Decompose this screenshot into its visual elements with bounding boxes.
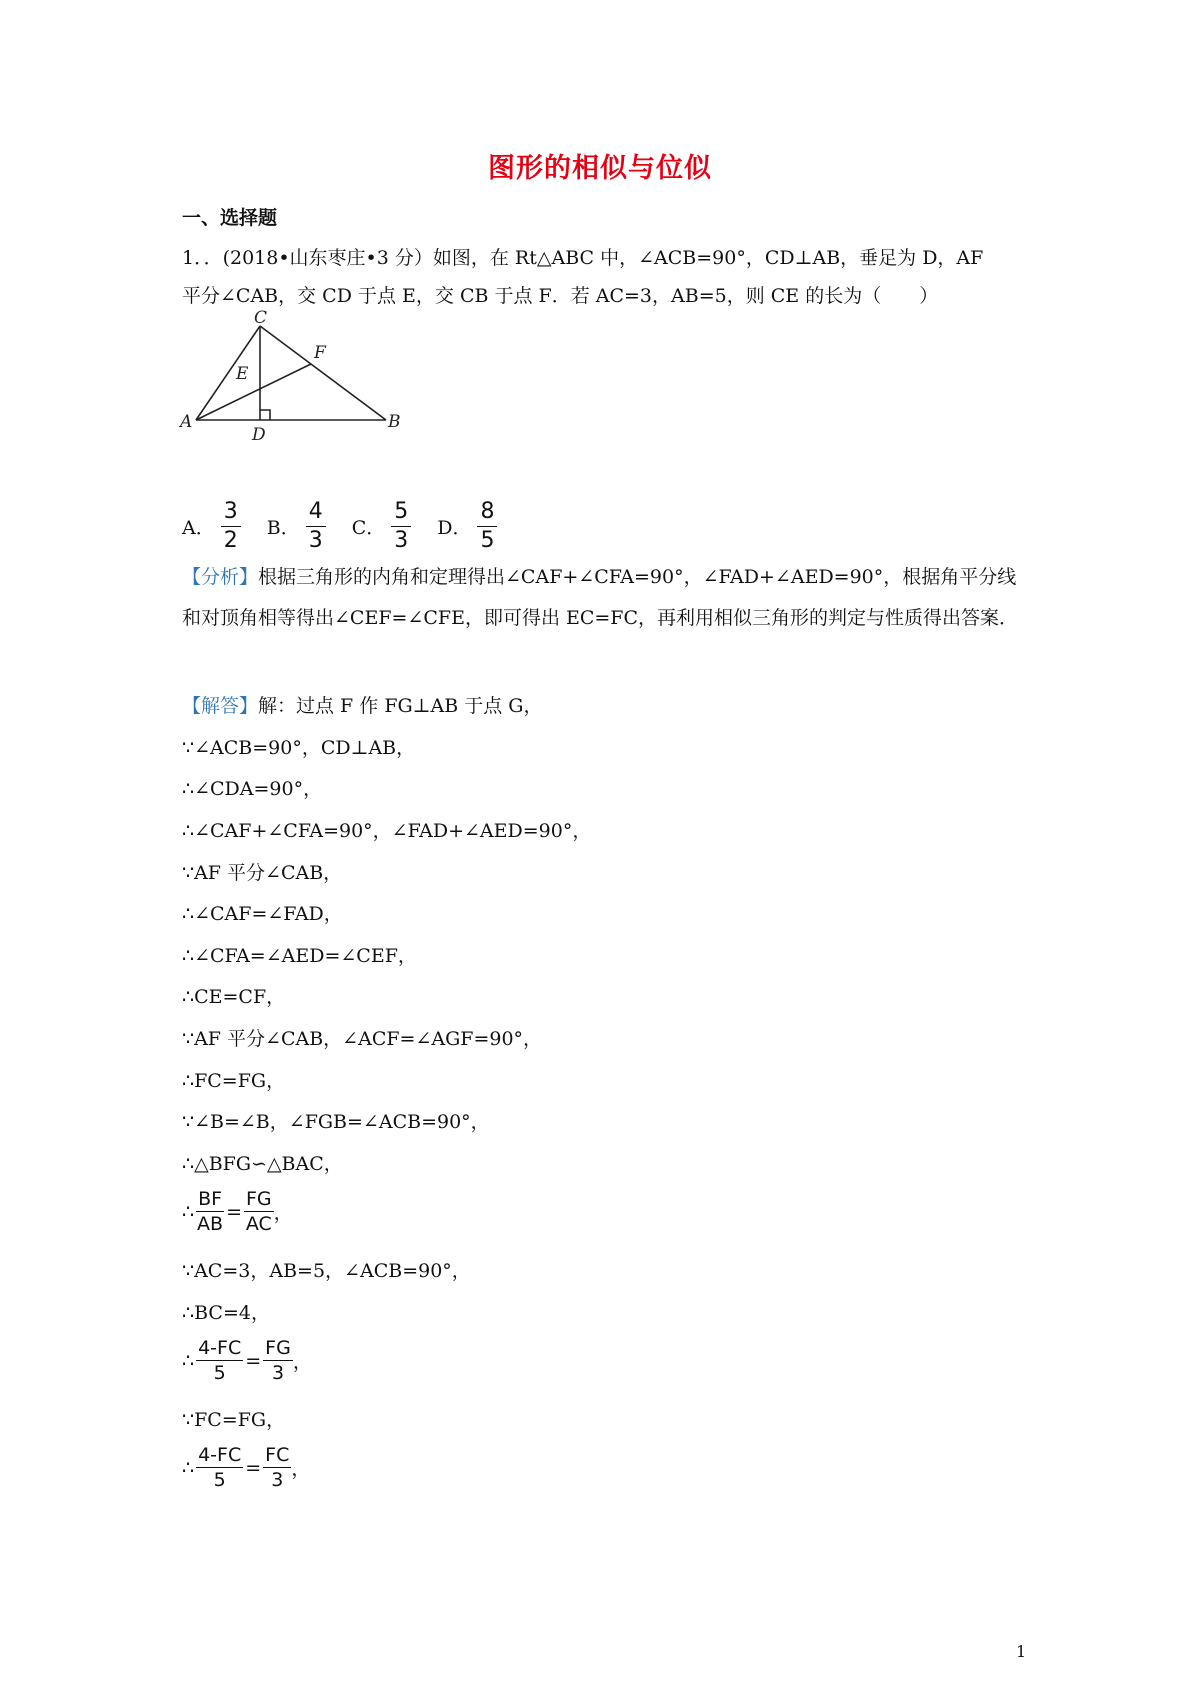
solution-step: ∴BC=4， (182, 1302, 270, 1324)
option-b[interactable]: B． $\frac{4}{3}$ (267, 500, 326, 553)
question-line-1: 1．．(2018•山东枣庄•3 分）如图，在 Rt△ABC 中，∠ACB=90°，CD⊥AB，垂足为 D，AF (182, 247, 984, 269)
label-d: D (252, 425, 266, 445)
answer-options (182, 496, 523, 556)
fraction: $\frac{4-FC}{5}$ (198, 1337, 242, 1384)
section-heading: 一、选择题 (182, 207, 278, 229)
fraction: $\frac{FG}{AC}$ (245, 1188, 272, 1235)
page-title: 图形的相似与位似 (488, 153, 712, 184)
option-a[interactable]: A． $\frac{3}{2}$ (182, 500, 241, 553)
solution-intro-line (182, 693, 543, 719)
label-f: F (314, 343, 326, 363)
fraction: $\frac{4-FC}{5}$ (198, 1444, 242, 1491)
fraction-equation-2: ∴ $\frac{4-FC}{5}$ = $\frac{FG}{3}$ ， (182, 1337, 312, 1384)
label-b: B (388, 412, 401, 432)
fraction: $\frac{FG}{3}$ (265, 1337, 291, 1384)
option-c[interactable]: C． $\frac{5}{3}$ (352, 500, 412, 553)
triangle-diagram (180, 308, 440, 470)
solution-step: ∴∠CDA=90°， (182, 778, 323, 800)
solution-step: ∵AF 平分∠CAB，∠ACF=∠AGF=90°， (182, 1028, 543, 1050)
solution-step: ∴∠CAF=∠FAD， (182, 903, 343, 925)
fraction-equation-1: ∴ $\frac{BF}{AB}$ = $\frac{FG}{AC}$ ， (182, 1188, 293, 1235)
solution-step: ∵∠B=∠B，∠FGB=∠ACB=90°， (182, 1111, 490, 1133)
solution-step: ∴CE=CF， (182, 986, 286, 1008)
analysis-paragraph (182, 557, 1028, 639)
solution-step: ∵AF 平分∠CAB， (182, 862, 343, 884)
question-line-2: 平分∠CAB，交 CD 于点 E，交 CB 于点 F．若 AC=3，AB=5，则 CE 的长为（ ） (182, 285, 939, 307)
right-angle-mark (260, 410, 270, 420)
analysis-text: 根据三角形的内角和定理得出∠CAF+∠CFA=90°，∠FAD+∠AED=90°，根据角平分线和对顶角相等得出∠CEF=∠CFE，即可得出 EC=FC，再利用相似三角形的判定与性质得出答案． (182, 566, 1019, 629)
solution-step: ∴FC=FG， (182, 1070, 286, 1092)
segment-ac (196, 326, 260, 420)
fraction: $\frac{BF}{AB}$ (197, 1188, 224, 1235)
solution-step: ∵AC=3，AB=5，∠ACB=90°， (182, 1260, 471, 1282)
solution-tag: 【解答】 (182, 695, 259, 717)
option-d[interactable]: D． $\frac{8}{5}$ (437, 500, 497, 553)
solution-step: ∴∠CFA=∠AED=∠CEF， (182, 945, 417, 967)
segment-af (196, 364, 311, 420)
option-c-fraction: $\frac{5}{3}$ (391, 500, 411, 553)
option-a-fraction: $\frac{3}{2}$ (221, 500, 241, 553)
label-e: E (236, 364, 249, 384)
page-number: 1 (1016, 1642, 1027, 1661)
label-c: C (254, 308, 268, 328)
solution-intro: 解：过点 F 作 FG⊥AB 于点 G， (258, 695, 543, 717)
solution-step: ∵FC=FG， (182, 1409, 286, 1431)
solution-step: ∴∠CAF+∠CFA=90°，∠FAD+∠AED=90°， (182, 820, 592, 842)
option-d-fraction: $\frac{8}{5}$ (477, 500, 497, 553)
solution-step: ∴△BFG∽△BAC， (182, 1153, 343, 1175)
fraction: $\frac{FC}{3}$ (265, 1444, 290, 1491)
fraction-equation-3: ∴ $\frac{4-FC}{5}$ = $\frac{FC}{3}$ ， (182, 1444, 311, 1491)
label-a: A (180, 412, 193, 432)
segment-cb (260, 326, 386, 420)
solution-step: ∵∠ACB=90°，CD⊥AB， (182, 737, 416, 759)
analysis-tag: 【分析】 (182, 566, 259, 588)
option-b-fraction: $\frac{4}{3}$ (306, 500, 326, 553)
